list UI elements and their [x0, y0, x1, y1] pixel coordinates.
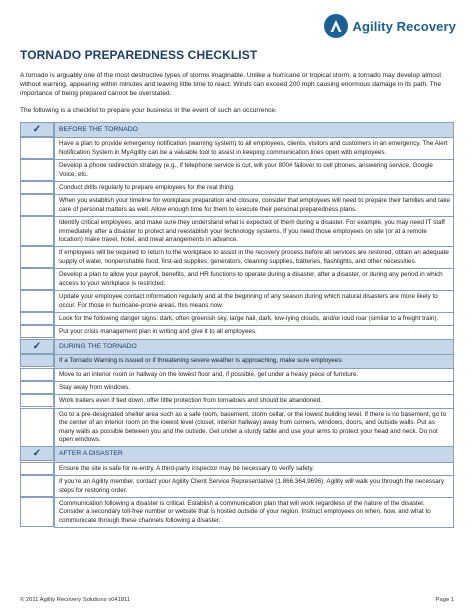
section-heading: AFTER A DISASTER [55, 447, 454, 462]
checklist-row [55, 160, 454, 182]
checklist-row [55, 498, 454, 528]
section-subheading: If a Tornado Warning is issued or if threatening severe weather is approaching, make sure employees: [55, 355, 454, 368]
checklist-item-text: Work trailers even if tied down, offer little protection from tornadoes and should be abandoned. [55, 395, 454, 408]
checklist-item-text: Look for the following danger signs: dark, often greenish sky, large hail, dark, low-lying clouds, and/or loud roar (similar to a freight train). [55, 312, 454, 325]
checklist-item-text: Develop a phone redirection strategy (e.g., if telephone service is cut, will your 800# failover to cell phones, answering service, Google Voice, etc. [55, 160, 454, 182]
checklist-row [55, 326, 454, 339]
checkbox-cell[interactable] [20, 137, 54, 159]
checkbox-cell[interactable] [20, 325, 54, 338]
checklist-row [55, 217, 454, 247]
intro-paragraph: A tornado is arguably one of the most destructive types of storms imaginable. Unlike a hurricane or tropical storm, a tornado may develop almost without warning, appearing within minutes and leaving little time to react. Winds can exceed 200 mph causing enormous damage in its path. The importance of being prepared cannot be overstated. [20, 72, 442, 98]
checklist-item-text: Ensure the site is safe for re-entry. A third-party inspector may be necessary to verify safety. [55, 462, 454, 475]
checklist-table [54, 122, 454, 528]
checklist-item-text: Stay away from windows. [55, 381, 454, 394]
checkbox-cell[interactable] [20, 408, 54, 447]
checklist-item-text: Communication following a disaster is critical. Establish a communication plan that will work regardless of the nature of the disaster. Consider a secondary toll-free number or website that is hosted outside of your region. Instruct employees on when, how, and what to communicate through these channels following a disaster. [55, 498, 454, 528]
checklist-row [55, 462, 454, 475]
checklist-row [55, 368, 454, 381]
checklist-row [55, 312, 454, 325]
checklist-item-text: Identify critical employees, and make sure they understand what is expected of them during a disaster. For example, you may need IT staff immediately after a disaster to protect and reestablish your technology systems. If you need those employees on site (or at a remote location) make travel, hotel, and meal arrangements in advance. [55, 217, 454, 247]
checklist-item-text: Update your employee contact information regularly and at the beginning of any season during which natural disasters are more likely to occur. For those in hurricane-prone areas, this means now. [55, 291, 454, 313]
checkbox-cell[interactable] [20, 312, 54, 325]
header-band [0, 0, 474, 50]
checkbox-cell[interactable] [20, 475, 54, 497]
checklist-row [55, 395, 454, 408]
checklist-row [55, 291, 454, 313]
brand-name: Agility Recovery [352, 18, 456, 34]
footer-copyright: © 2011 Agility Recovery Solutions v041811 [20, 597, 131, 603]
checklist-item-text: If you’re an Agility member, contact your Agility Client Service Representative (1.866.364.9696). Agility will walk you through the necessary steps for restoring order. [55, 476, 454, 498]
checklist-row [55, 269, 454, 291]
checkbox-cell[interactable] [20, 268, 54, 290]
checklist-row [55, 247, 454, 269]
checkbox-cell[interactable] [20, 462, 54, 475]
footer-page-number: Page 1 [435, 597, 454, 603]
checkbox-cell[interactable] [20, 159, 54, 181]
checkmark-icon: ✓ [20, 122, 54, 137]
checklist-item-text: When you establish your timeline for workplace preparation and closure, consider that employees will need to prepare their families and take care of personal matters as well. Allow enough time for them to execute their personal preparedness plans. [55, 195, 454, 217]
checkmark-icon: ✓ [20, 339, 54, 354]
section-heading-row [55, 447, 454, 462]
section-heading-row [55, 123, 454, 138]
checkbox-cell[interactable] [20, 394, 54, 407]
checkbox-cell[interactable] [20, 290, 54, 312]
checklist-item-text: Have a plan to provide emergency notification (warning system) to all employees, clients, visitors and customers in an emergency. The Alert Notification System in MyAgility can be a valuable tool to assist in keeping communication lines open with employees. [55, 138, 454, 160]
checklist-item-text: Conduct drills regularly to prepare employees for the real thing. [55, 182, 454, 195]
section-subheading-row [55, 355, 454, 368]
checklist-row [55, 408, 454, 447]
checkbox-cell[interactable] [20, 194, 54, 216]
agility-a-logo-icon [324, 14, 348, 38]
checklist-item-text: Move to an interior room or hallway on the lowest floor and, if possible, get under a heavy piece of furniture. [55, 368, 454, 381]
page-title: TORNADO PREPAREDNESS CHECKLIST [20, 48, 258, 62]
checkbox-cell[interactable] [20, 497, 54, 527]
checkmark-icon: ✓ [20, 446, 54, 461]
checklist-item-text: If employees will be required to return to the workplace to assist in the recovery process before all services are restored, obtain an adequate supply of water, nonperishable food, first-aid supplies, generators, cleaning supplies, batteries, flashlights, and other necessities. [55, 247, 454, 269]
checkbox-cell[interactable] [20, 368, 54, 381]
subheading-spacer-cell [20, 354, 54, 367]
checkbox-cell[interactable] [20, 216, 54, 246]
checklist-item-text: Develop a plan to allow your payroll, benefits, and HR functions to operate during a disaster, after a disaster, or during any period in which access to your workplace is restricted. [55, 269, 454, 291]
checklist-row [55, 182, 454, 195]
checkbox-cell[interactable] [20, 381, 54, 394]
checkbox-cell[interactable] [20, 246, 54, 268]
brand-logo [324, 14, 456, 38]
checkbox-cell[interactable] [20, 181, 54, 194]
section-heading: BEFORE THE TORNADO [55, 123, 454, 138]
section-heading-row [55, 339, 454, 354]
checklist-row [55, 138, 454, 160]
lead-paragraph: The following is a checklist to prepare your business in the event of such an occurrence. [20, 107, 277, 114]
checklist-item-text: Put your crisis management plan in writing and give it to all employees. [55, 326, 454, 339]
checklist-item-text: Go to a pre-designated shelter area such as a safe room, basement, storm cellar, or the lowest building level. If there is no basement, go to the center of an interior room on the lowest level (closet, interior hallway) away from corners, windows, doors, and outside walls. Put as many walls as possible between you and the outside. Get under a sturdy table and use your arms to protect your head and neck. Do not open windows. [55, 408, 454, 447]
checklist-row [55, 195, 454, 217]
checklist-row [55, 476, 454, 498]
section-heading: DURING THE TORNADO [55, 339, 454, 354]
checklist-row [55, 381, 454, 394]
